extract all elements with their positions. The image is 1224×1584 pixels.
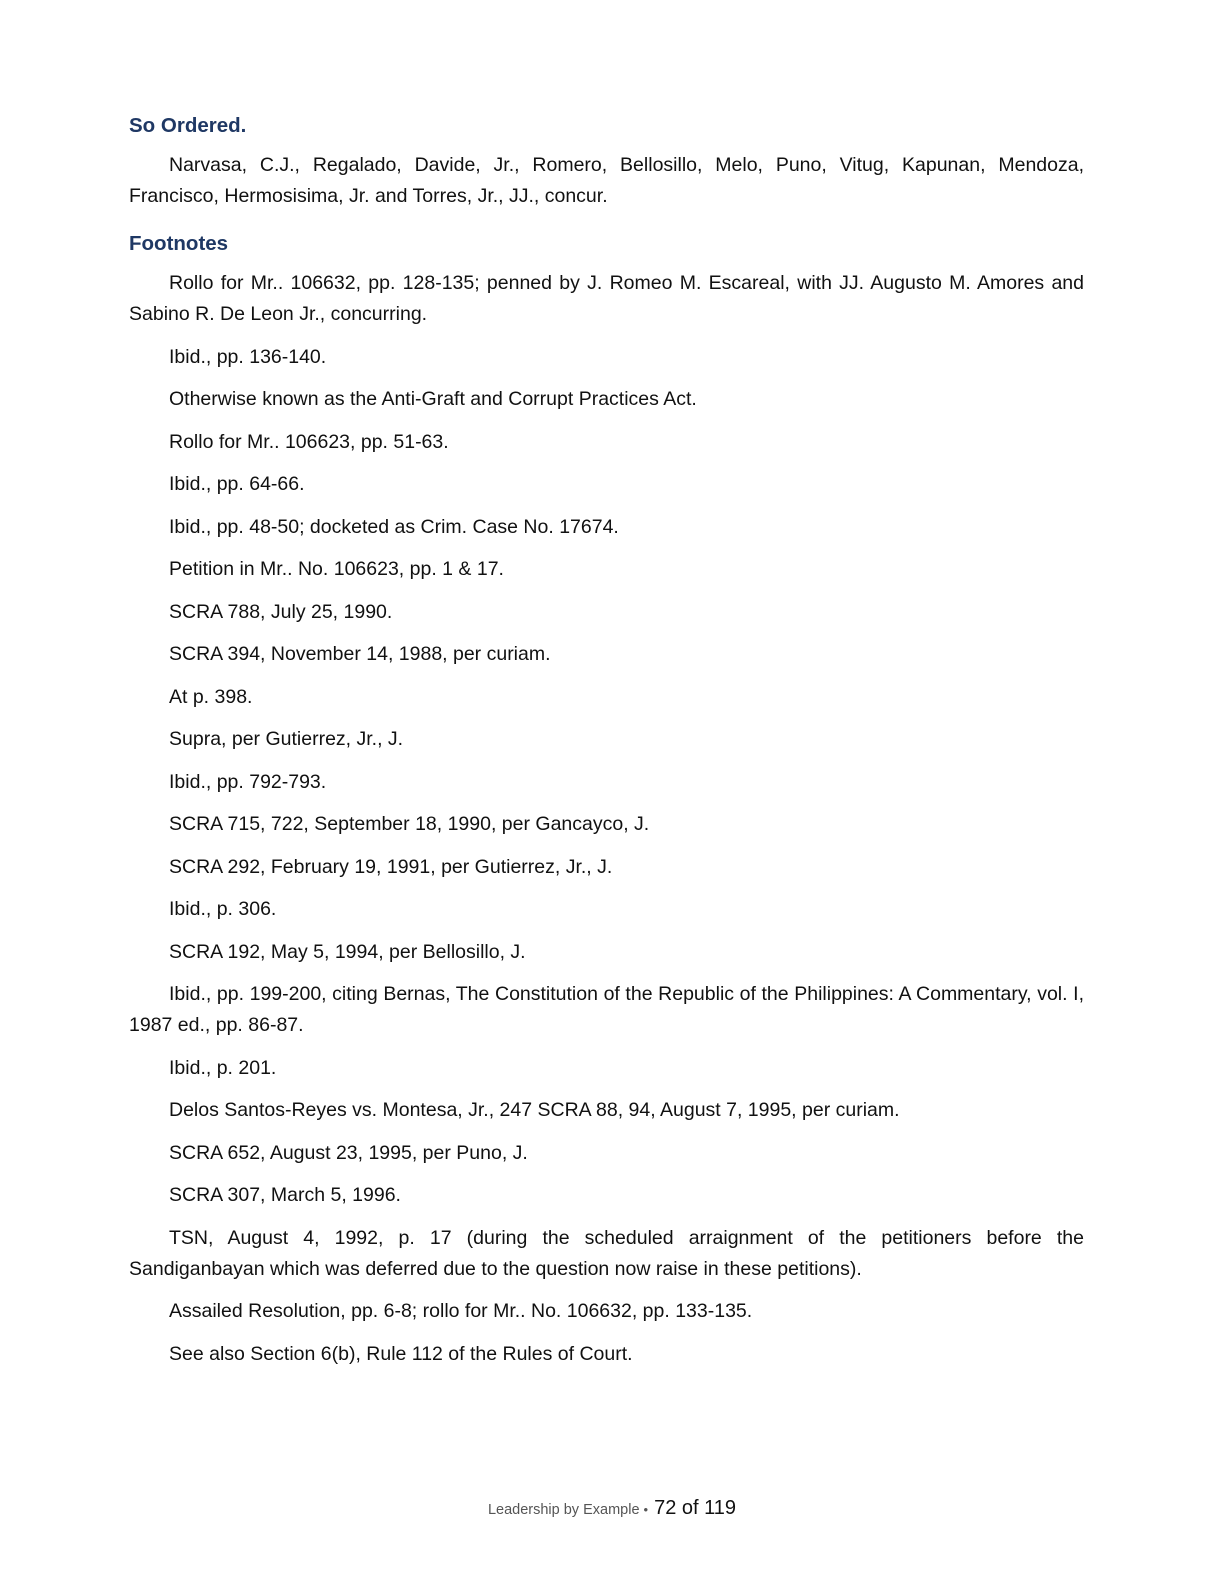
- footnote-item: At p. 398.: [169, 685, 253, 708]
- document-body: [129, 108, 1084, 1381]
- footnote-item: SCRA 192, May 5, 1994, per Bellosillo, J.: [169, 940, 526, 963]
- footnote-item: SCRA 788, July 25, 1990.: [169, 600, 393, 623]
- footnote-item: Rollo for Mr.. 106632, pp. 128-135; penned by J. Romeo M. Escareal, with JJ. Augusto M. Amores and Sabino R. De Leon Jr., concurring.: [129, 272, 1084, 325]
- footnote-item: Rollo for Mr.. 106623, pp. 51-63.: [169, 430, 449, 453]
- footnote-item: SCRA 307, March 5, 1996.: [169, 1184, 401, 1206]
- footnote-item: Otherwise known as the Anti-Graft and Corrupt Practices Act.: [169, 388, 697, 410]
- footnotes-list: [129, 268, 1084, 1370]
- footnote-item: Ibid., pp. 64-66.: [169, 473, 305, 495]
- footnote-item: Ibid., p. 201.: [169, 1056, 277, 1079]
- footnote-item: SCRA 652, August 23, 1995, per Puno, J.: [169, 1141, 528, 1164]
- footnote-item: Ibid., pp. 792-793.: [169, 770, 327, 793]
- footer-bullet: •: [643, 1502, 649, 1517]
- footnote-item: Ibid., pp. 199-200, citing Bernas, The Constitution of the Republic of the Philippines: A Commentary, vol. I, 1987 ed., pp. 86-87.: [129, 983, 1084, 1036]
- concurrence-paragraph: Narvasa, C.J., Regalado, Davide, Jr., Romero, Bellosillo, Melo, Puno, Vitug, Kapunan, Mendoza, Francisco, Hermosisima, Jr. and Torres, Jr., JJ., concur.: [129, 154, 1084, 207]
- footnote-item: Petition in Mr.. No. 106623, pp. 1 & 17.: [169, 558, 504, 580]
- footer-page-number: 72 of 119: [654, 1497, 737, 1519]
- footnote-item: TSN, August 4, 1992, p. 17 (during the scheduled arraignment of the petitioners before the Sandiganbayan which was deferred due to the question now raise in these petitions).: [129, 1226, 1084, 1280]
- footnote-item: SCRA 715, 722, September 18, 1990, per Gancayco, J.: [169, 813, 650, 835]
- footnote-item: Assailed Resolution, pp. 6-8; rollo for Mr.. No. 106632, pp. 133-135.: [169, 1300, 753, 1322]
- page-footer: [0, 1497, 1224, 1520]
- footnote-item: Ibid., p. 306.: [169, 898, 277, 920]
- so-ordered-heading: So Ordered.: [129, 114, 247, 137]
- footnote-item: See also Section 6(b), Rule 112 of the Rules of Court.: [169, 1342, 633, 1365]
- footnote-item: Delos Santos-Reyes vs. Montesa, Jr., 247 SCRA 88, 94, August 7, 1995, per curiam.: [169, 1099, 900, 1121]
- footnotes-heading: Footnotes: [129, 232, 229, 255]
- footnote-item: Ibid., pp. 136-140.: [169, 345, 327, 368]
- footnote-item: SCRA 292, February 19, 1991, per Gutierrez, Jr., J.: [169, 855, 613, 878]
- footer-document-title: Leadership by Example: [487, 1502, 640, 1518]
- footnote-item: Ibid., pp. 48-50; docketed as Crim. Case No. 17674.: [169, 515, 619, 538]
- footnote-item: SCRA 394, November 14, 1988, per curiam.: [169, 643, 551, 665]
- footnote-item: Supra, per Gutierrez, Jr., J.: [169, 728, 404, 750]
